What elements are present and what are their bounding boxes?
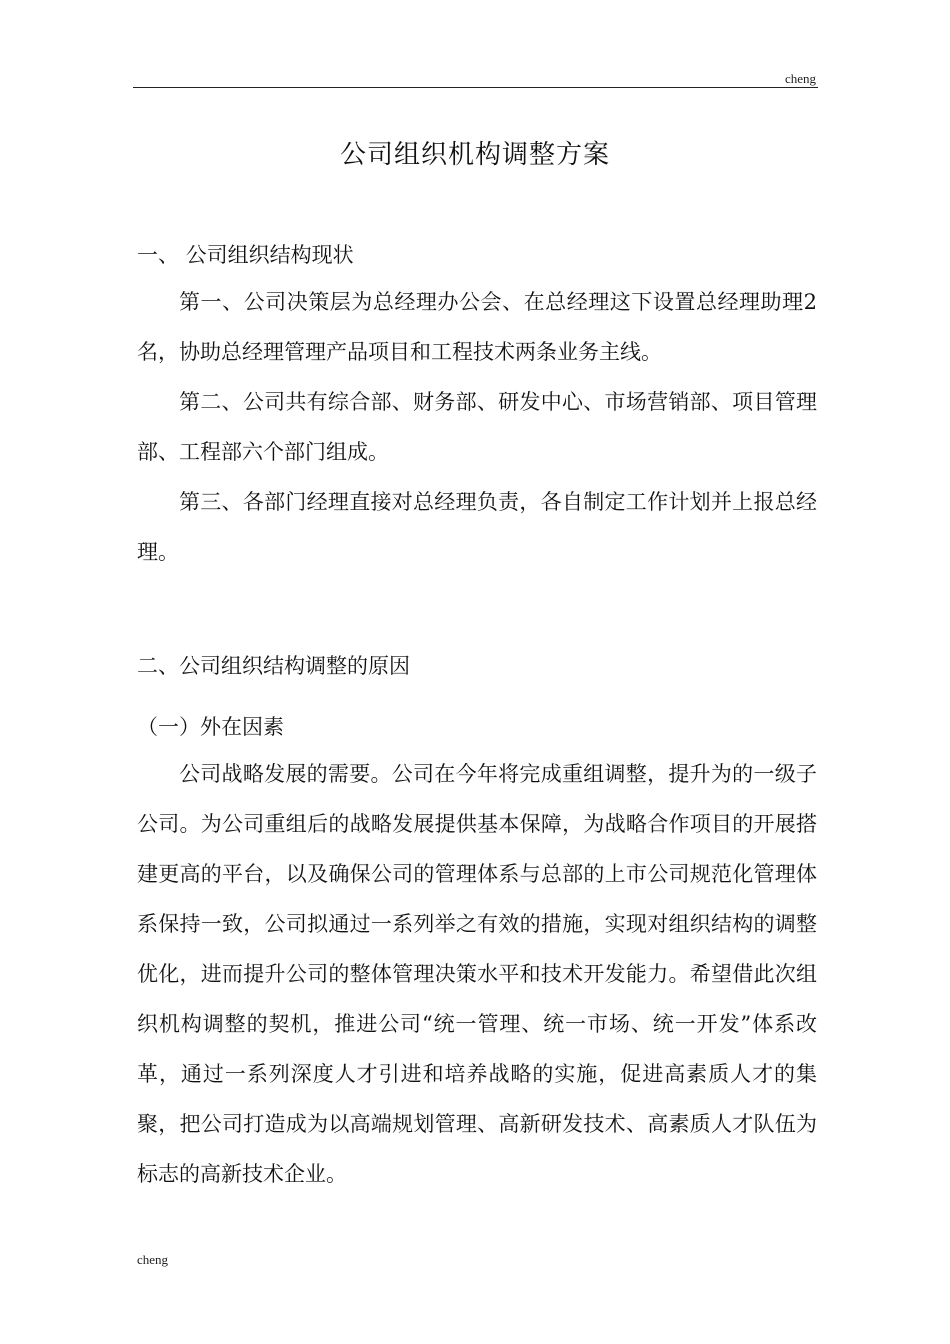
section-1-heading: 一、 公司组织结构现状 [137, 243, 354, 267]
section-2-heading: 二、公司组织结构调整的原因 [137, 654, 410, 678]
header-divider [133, 87, 818, 88]
section-2-paragraph-1: 公司战略发展的需要。公司在今年将完成重组调整，提升为的一级子公司。为公司重组后的战略发展提供基本保障，为战略合作项目的开展搭建更高的平台，以及确保公司的管理体系与总部的上市公司规范化管理体系保持一致，公司拟通过一系列举之有效的措施，实现对组织结构的调整优化，进而提升公司的整体管理决策水平和技术开发能力。希望借此次组织机构调整的契机，推进公司“统一管理、统一市场、统一开发”体系改革，通过一系列深度人才引进和培养战略的实施，促进高素质人才的集聚，把公司打造成为以高端规划管理、高新研发技术、高素质人才队伍为标志的高新技术企业。 [137, 762, 817, 1186]
page-header-text: cheng [784, 71, 816, 86]
section-1-paragraph-1: 第一、公司决策层为总经理办公会、在总经理这下设置总经理助理2名，协助总经理管理产品项目和工程技术两条业务主线。 [137, 290, 817, 364]
section-1-body [137, 277, 817, 577]
document-title: 公司组织机构调整方案 [339, 140, 610, 170]
page-footer-text: cheng [137, 1252, 169, 1267]
section-1-paragraph-2: 第二、公司共有综合部、财务部、研发中心、市场营销部、项目管理部、工程部六个部门组成。 [137, 390, 817, 464]
section-2-subheading: （一）外在因素 [137, 715, 284, 739]
section-2-body [137, 749, 817, 1199]
section-1-paragraph-3: 第三、各部门经理直接对总经理负责，各自制定工作计划并上报总经理。 [137, 490, 817, 564]
